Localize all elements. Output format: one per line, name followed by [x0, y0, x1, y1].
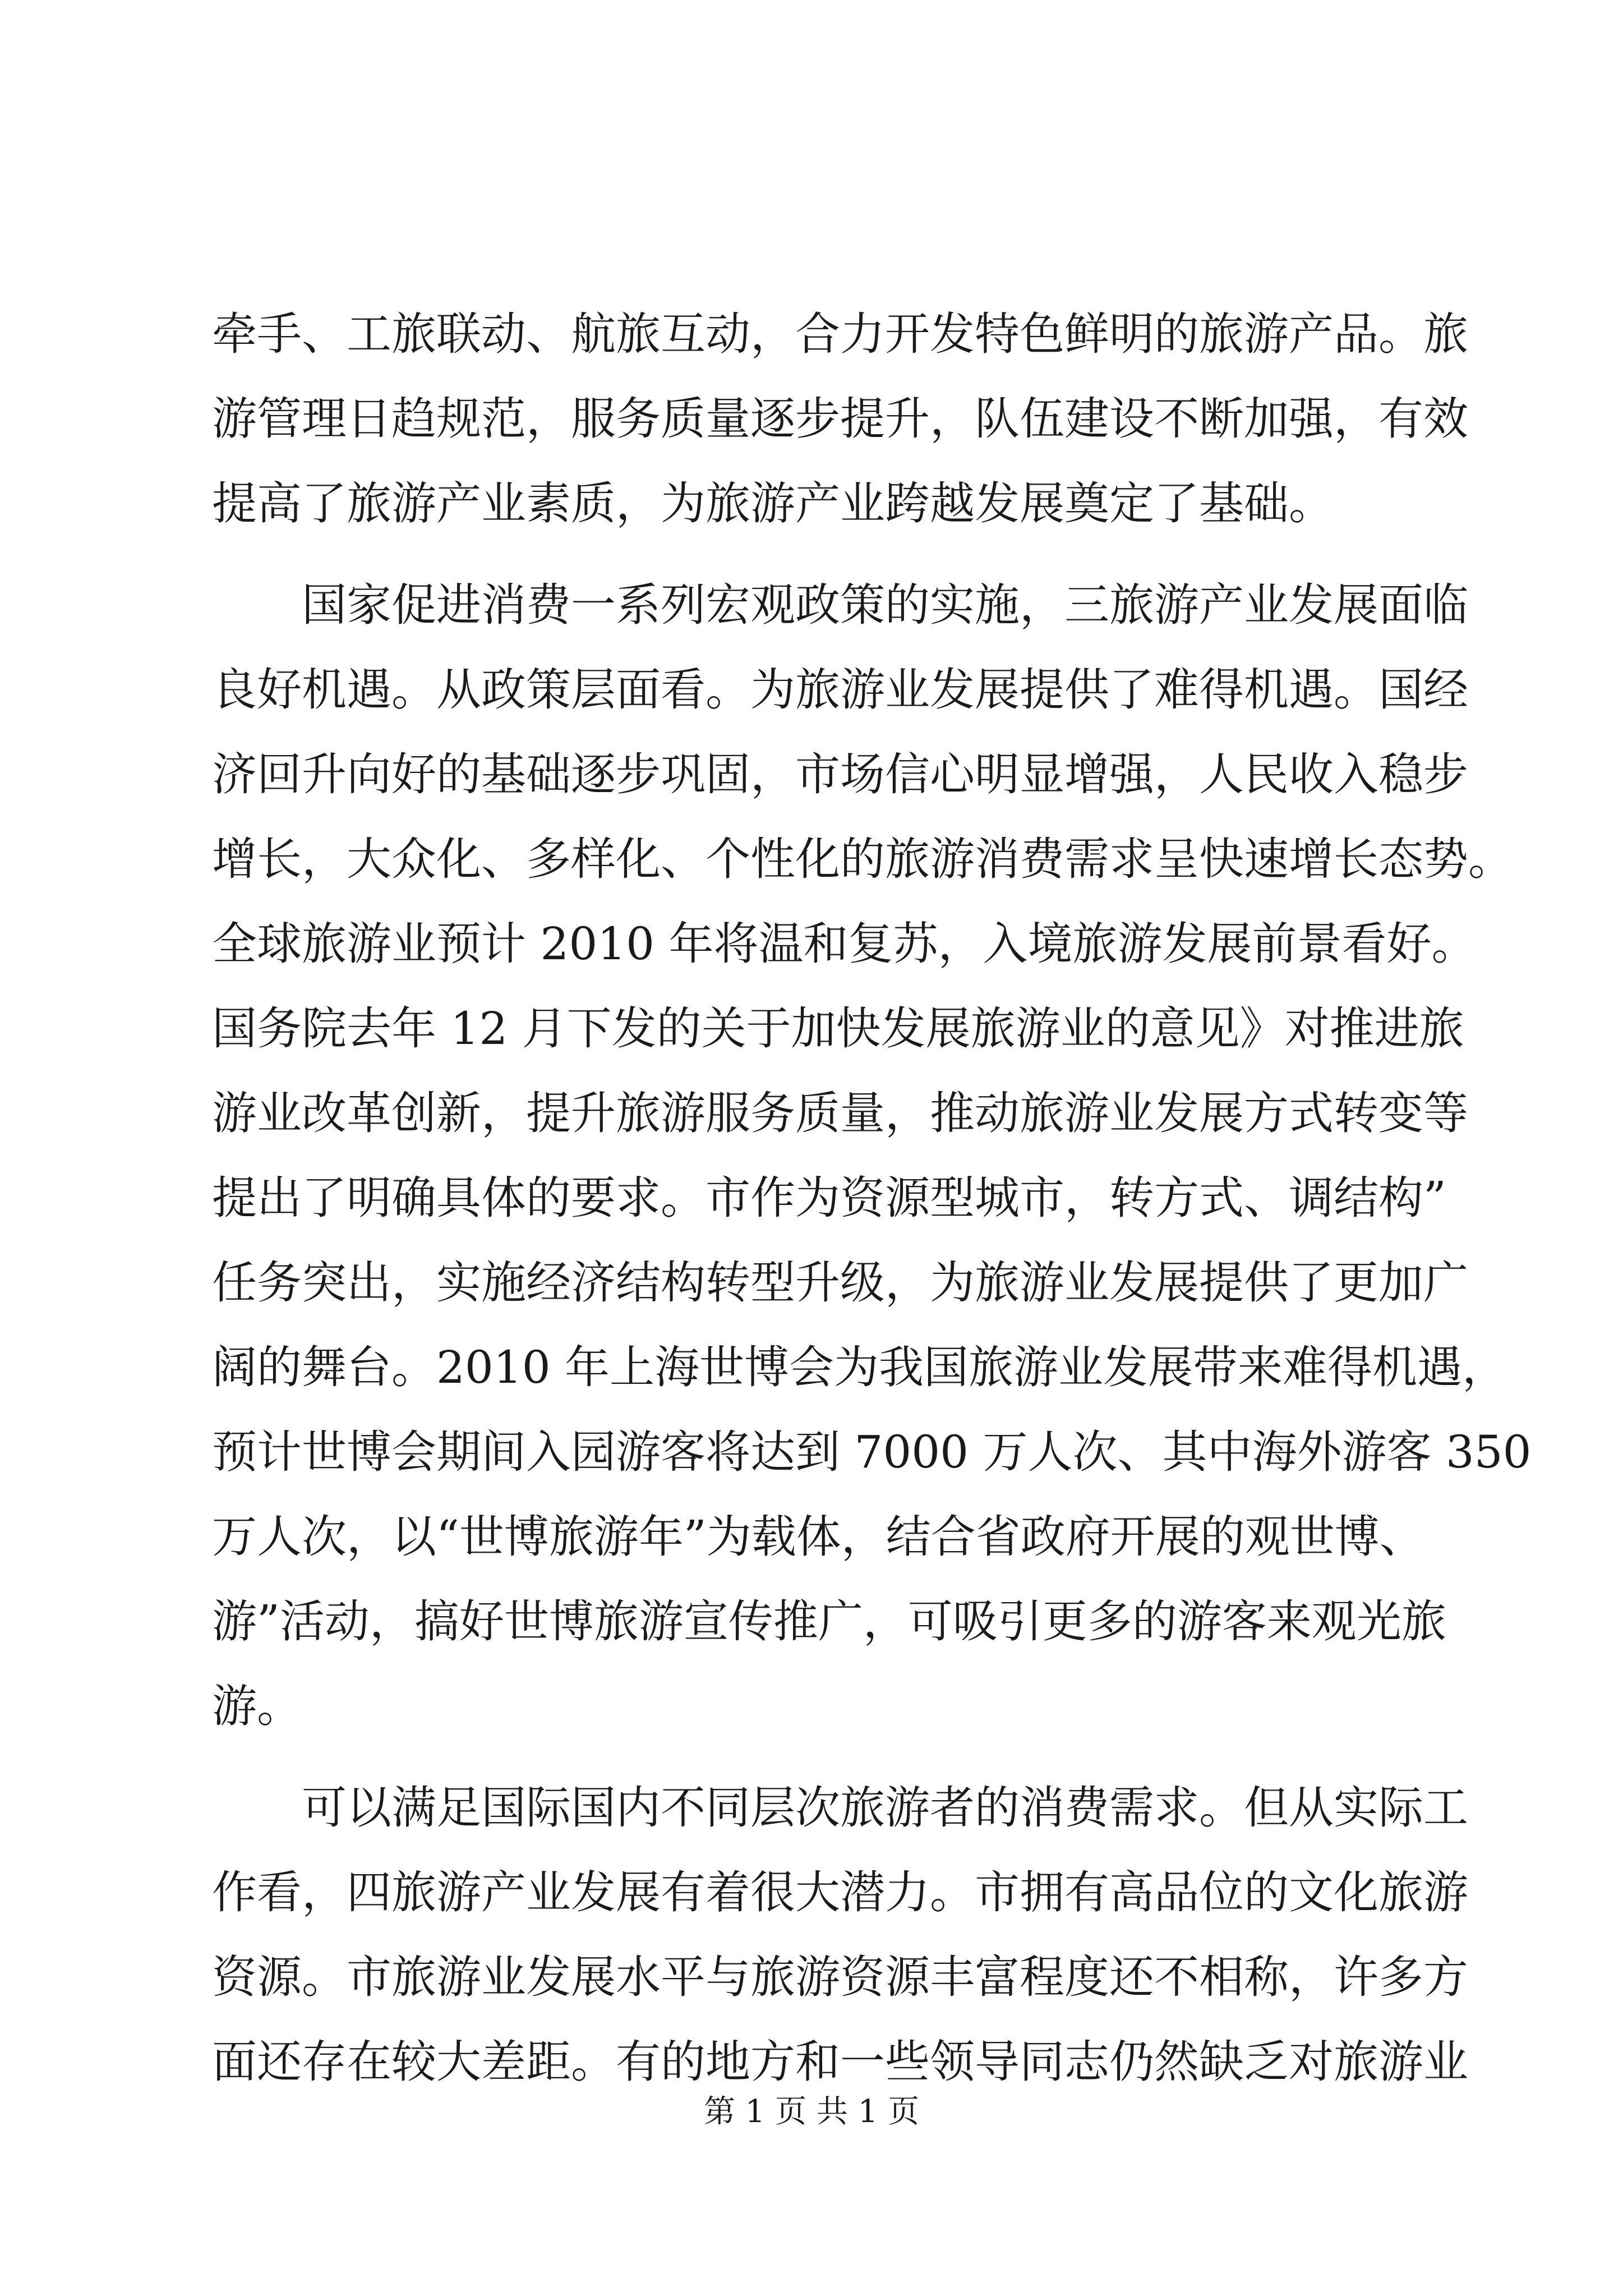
text-line: 游。	[212, 1680, 302, 1732]
text-line: 面还存在较大差距。有的地方和一些领导同志仍然缺乏对旅游业	[212, 2036, 1468, 2088]
text-line: 济回升向好的基础逐步巩固，市场信心明显增强，人民收入稳步	[212, 748, 1468, 800]
text-line: 任务突出，实施经济结构转型升级，为旅游业发展提供了更加广	[212, 1257, 1468, 1309]
text-line: 国家促进消费一系列宏观政策的实施，三旅游产业发展面临	[302, 579, 1468, 631]
document-body	[212, 292, 1532, 2104]
text-line: 游业改革创新，提升旅游服务质量，推动旅游业发展方式转变等	[212, 1087, 1468, 1139]
text-line: 可以满足国际国内不同层次旅游者的消费需求。但从实际工	[302, 1782, 1468, 1834]
text-line: 预计世博会期间入园游客将达到 7000 万人次、其中海外游客 350	[212, 1426, 1532, 1478]
text-line: 全球旅游业预计 2010 年将温和复苏，入境旅游发展前景看好。	[212, 918, 1477, 970]
text-line: 作看，四旅游产业发展有着很大潜力。市拥有高品位的文化旅游	[212, 1866, 1468, 1918]
text-line: 牵手、工旅联动、航旅互动，合力开发特色鲜明的旅游产品。旅	[212, 308, 1468, 360]
text-line: 增长，大众化、多样化、个性化的旅游消费需求呈快速增长态势。	[212, 833, 1513, 885]
text-line: 万人次，以“世博旅游年”为载体，结合省政府开展的观世博、	[212, 1511, 1424, 1563]
text-line: 资源。市旅游业发展水平与旅游资源丰富程度还不相称，许多方	[212, 1951, 1468, 2003]
text-line: 提出了明确具体的要求。市作为资源型城市，转方式、调结构”	[212, 1172, 1446, 1224]
text-line: 提高了旅游产业素质，为旅游产业跨越发展奠定了基础。	[212, 477, 1334, 530]
text-line: 国务院去年 12 月下发的关于加快发展旅游业的意见》对推进旅	[212, 1002, 1464, 1055]
text-line: 阔的舞台。2010 年上海世博会为我国旅游业发展带来难得机遇，	[212, 1341, 1507, 1393]
text-line: 游”活动，搞好世博旅游宣传推广，可吸引更多的游客来观光旅	[212, 1595, 1446, 1648]
page-footer: 第 1 页 共 1 页	[703, 2093, 920, 2130]
text-line: 游管理日趋规范，服务质量逐步提升，队伍建设不断加强，有效	[212, 393, 1468, 445]
text-line: 良好机遇。从政策层面看。为旅游业发展提供了难得机遇。国经	[212, 664, 1468, 716]
